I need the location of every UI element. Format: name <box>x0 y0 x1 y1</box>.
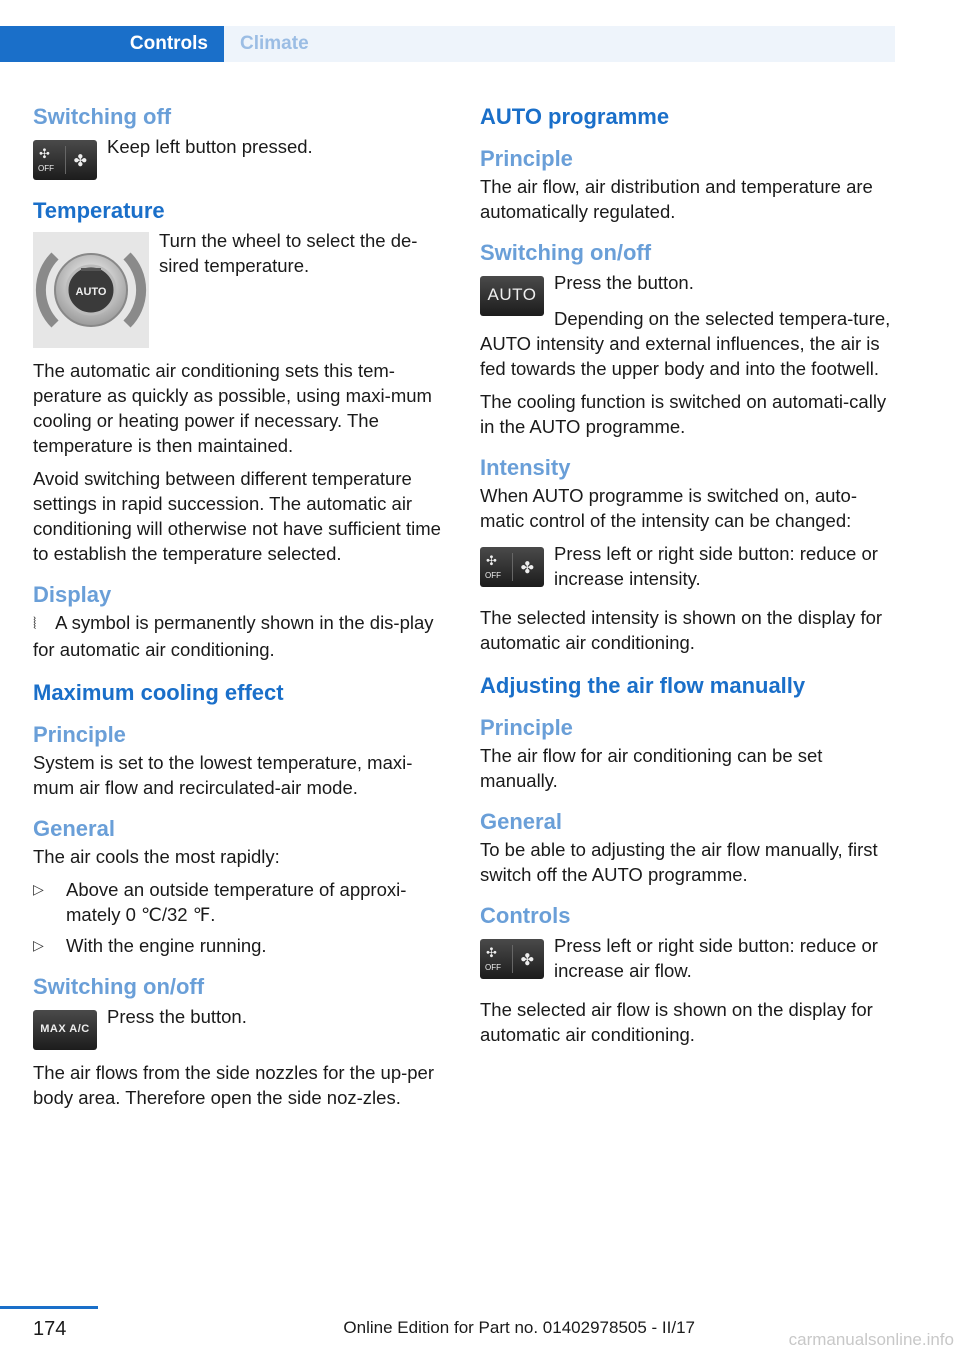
auto-button-image <box>480 276 544 316</box>
fan-small-icon: ✣ <box>486 945 497 960</box>
chapter-header <box>0 26 895 62</box>
max-ac-row <box>33 1004 451 1050</box>
fan-small-icon: ✣ <box>39 146 50 161</box>
off-label: OFF <box>485 963 501 972</box>
edition-info: Online Edition for Part no. 01402978505 - II/17 <box>343 1318 695 1337</box>
max-cooling-general-text: The air cools the most rapidly: <box>33 846 280 867</box>
manual-principle-text: The air flow for air conditioning can be set manually. <box>480 745 823 791</box>
temperature-text: Turn the wheel to select the de‐sired temperature. <box>159 230 418 276</box>
fan-large-icon: ✤ <box>520 560 534 577</box>
temperature-paragraph-1: The automatic air conditioning sets this tem‐perature as quickly as possible, using maxi‐mum cooling or heating power if necessary. The temperature is then maintained. <box>33 360 432 456</box>
intensity-heading: Intensity <box>480 455 571 480</box>
right-column <box>480 100 892 1055</box>
max-cooling-conditions-list <box>33 877 451 958</box>
fan-off-button-image <box>33 140 97 180</box>
left-column <box>33 100 451 1118</box>
temperature-wheel-icon <box>33 232 149 348</box>
button-divider <box>512 945 513 973</box>
fan-large-icon: ✤ <box>73 153 87 170</box>
fan-small-icon: ✣ <box>486 553 497 568</box>
button-divider <box>65 146 66 174</box>
auto-switch-text-2: Depending on the selected tempera‐ture, AUTO intensity and external influences, the air is fed towards the upper body and into the footwell. <box>480 308 891 379</box>
auto-switch-text-1: Press the button. <box>554 272 694 293</box>
intensity-text: When AUTO programme is switched on, auto‐matic control of the intensity can be changed: <box>480 485 858 531</box>
fan-large-icon: ✤ <box>520 952 534 969</box>
manual-general-text: To be able to adjusting the air flow manually, first switch off the AUTO programme. <box>480 839 878 885</box>
max-cooling-general-heading: General <box>33 816 115 841</box>
manual-controls-row <box>480 933 892 987</box>
temperature-wheel-image <box>33 232 149 348</box>
display-symbol-icon: ⦚ <box>33 616 35 633</box>
temperature-paragraph-2: Avoid switching between different temperature settings in rapid succession. The automatic air conditioning will otherwise not have sufficient time to establish the temperature selected. <box>33 468 441 564</box>
max-ac-button-image <box>33 1010 97 1050</box>
manual-controls-text: Press left or right side button: reduce or increase air flow. <box>554 935 878 981</box>
auto-switch-heading: Switching on/off <box>480 240 652 265</box>
max-cooling-switch-heading: Switching on/off <box>33 974 205 999</box>
page-number-rule <box>0 1306 98 1309</box>
manual-principle-heading: Principle <box>480 715 573 740</box>
switching-off-heading: Switching off <box>33 104 172 129</box>
max-ac-label: MAX A/C <box>40 1023 90 1035</box>
intensity-row <box>480 541 892 595</box>
manual-controls-heading: Controls <box>480 903 571 928</box>
page-number: 174 <box>33 1318 67 1340</box>
max-cooling-heading: Maximum cooling effect <box>33 680 284 705</box>
switching-off-row <box>33 134 451 180</box>
wheel-auto-label: AUTO <box>75 286 107 298</box>
tab-climate[interactable]: Climate <box>224 26 895 62</box>
switching-off-text: Keep left button pressed. <box>107 136 313 157</box>
off-label: OFF <box>38 164 54 173</box>
temperature-heading: Temperature <box>33 198 165 223</box>
off-label: OFF <box>485 571 501 580</box>
display-heading: Display <box>33 582 112 607</box>
fan-off-button-image <box>480 939 544 979</box>
fan-off-button-image <box>480 547 544 587</box>
auto-programme-heading: AUTO programme <box>480 104 670 129</box>
max-ac-text: Press the button. <box>107 1006 247 1027</box>
manual-general-heading: General <box>480 809 562 834</box>
max-cooling-principle-heading: Principle <box>33 722 126 747</box>
manual-air-flow-heading: Adjusting the air flow manually <box>480 673 806 698</box>
intensity-button-text: Press left or right side button: reduce or increase intensity. <box>554 543 878 589</box>
display-paragraph <box>33 610 451 662</box>
list-item: ▷ Above an outside temperature of approxi‐mately 0 ℃/32 ℉. <box>33 877 451 927</box>
auto-label: AUTO <box>487 285 537 304</box>
auto-cooling-text: The cooling function is switched on automati‐cally in the AUTO programme. <box>480 391 887 437</box>
max-cooling-principle-text: System is set to the lowest temperature, maxi‐mum air flow and recirculated-air mode. <box>33 752 413 798</box>
button-divider <box>512 553 513 581</box>
display-text: A symbol is permanently shown in the dis‐play for automatic air conditioning. <box>33 612 434 660</box>
watermark: carmanualsonline.info <box>788 1330 954 1349</box>
tab-controls[interactable]: Controls <box>0 26 224 62</box>
manual-after-text: The selected air flow is shown on the display for automatic air conditioning. <box>480 999 873 1045</box>
auto-principle-heading: Principle <box>480 146 573 171</box>
intensity-after-text: The selected intensity is shown on the display for automatic air conditioning. <box>480 607 883 653</box>
max-cooling-after-text: The air flows from the side nozzles for the up‐per body area. Therefore open the side noz‐zles. <box>33 1062 435 1108</box>
list-item: ▷ With the engine running. <box>33 933 451 958</box>
temperature-row <box>33 228 451 348</box>
auto-principle-text: The air flow, air distribution and temperature are automatically regulated. <box>480 176 873 222</box>
